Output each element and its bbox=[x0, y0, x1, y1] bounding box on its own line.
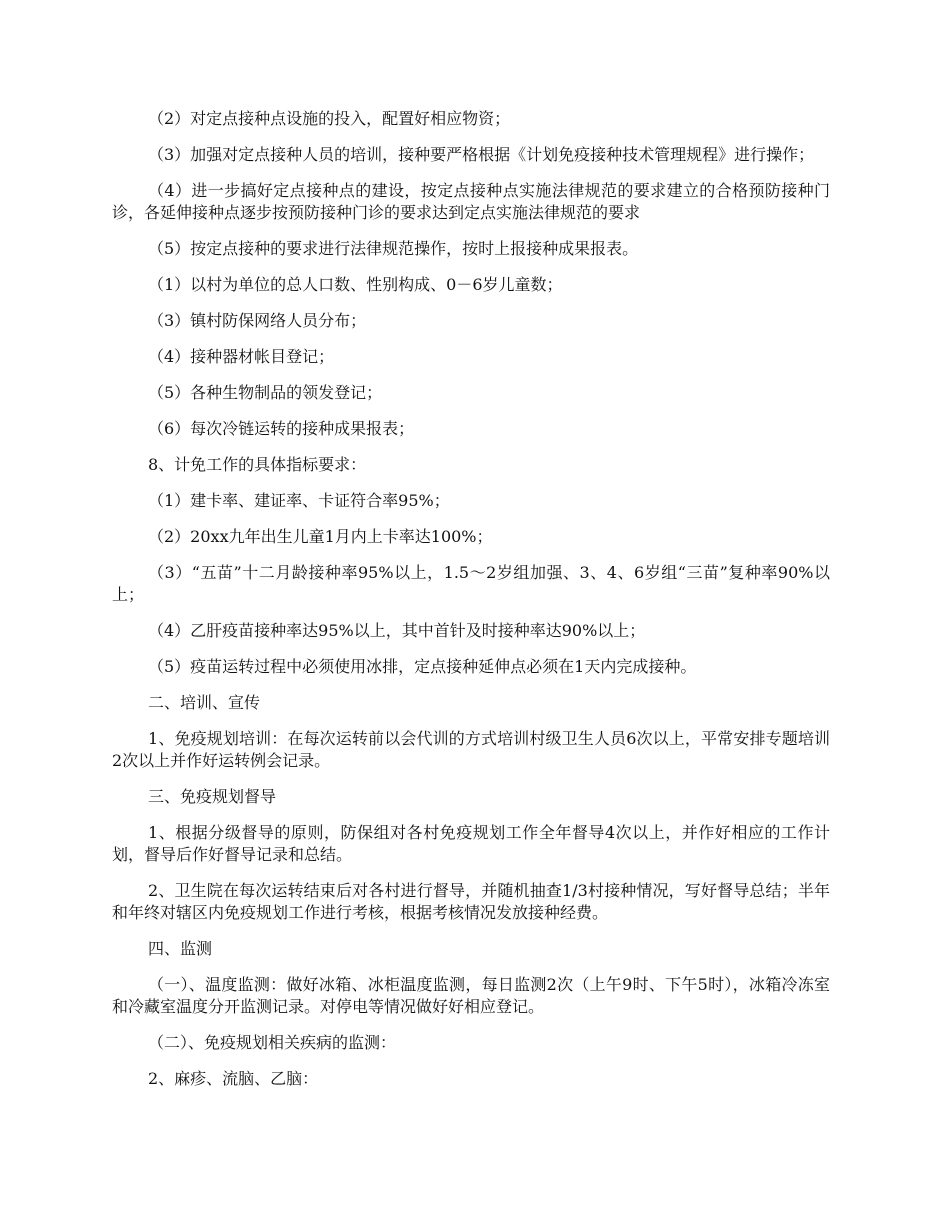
paragraph: 1、免疫规划培训：在每次运转前以会代训的方式培训村级卫生人员6次以上，平常安排专题培训2次以上并作好运转例会记录。 bbox=[112, 729, 830, 770]
document-body bbox=[112, 108, 830, 1104]
paragraph: （1）建卡率、建证率、卡证符合率95%； bbox=[148, 491, 450, 510]
section-heading: 8、计免工作的具体指标要求： bbox=[148, 455, 367, 474]
paragraph: 2、麻疹、流脑、乙脑： bbox=[148, 1069, 319, 1088]
paragraph: （3）“五苗”十二月龄接种率95%以上，1.5～2岁组加强、3、4、6岁组“三苗”复种率90%以上； bbox=[112, 563, 830, 604]
paragraph: 1、根据分级督导的原则，防保组对各村免疫规划工作全年督导4次以上，并作好相应的工作计划，督导后作好督导记录和总结。 bbox=[112, 823, 830, 864]
section-heading: 三、免疫规划督导 bbox=[148, 787, 277, 806]
paragraph: （5）疫苗运转过程中必须使用冰排，定点接种延伸点必须在1天内完成接种。 bbox=[148, 657, 697, 676]
section-heading: 四、监测 bbox=[148, 939, 213, 958]
paragraph: 2、卫生院在每次运转结束后对各村进行督导，并随机抽查1/3村接种情况，写好督导总结；半年和年终对辖区内免疫规划工作进行考核，根据考核情况发放接种经费。 bbox=[112, 881, 830, 922]
paragraph: （2）对定点接种点设施的投入，配置好相应物资； bbox=[148, 109, 511, 128]
paragraph: （6）每次冷链运转的接种成果报表； bbox=[148, 419, 415, 438]
paragraph: （4）乙肝疫苗接种率达95%以上，其中首针及时接种率达90%以上； bbox=[148, 621, 646, 640]
paragraph: （4）进一步搞好定点接种点的建设，按定点接种点实施法律规范的要求建立的合格预防接种门诊，各延伸接种点逐步按预防接种门诊的要求达到定点实施法律规范的要求 bbox=[112, 181, 830, 222]
paragraph: （一）、温度监测：做好冰箱、冰柜温度监测，每日监测2次（上午9时、下午5时），冰箱冷冻室和冷藏室温度分开监测记录。对停电等情况做好好相应登记。 bbox=[112, 975, 830, 1016]
paragraph: （5）各种生物制品的领发登记； bbox=[148, 383, 383, 402]
paragraph: （4）接种器材帐目登记； bbox=[148, 347, 335, 366]
paragraph: （2）20xx九年出生儿童1月内上卡率达100%； bbox=[148, 527, 493, 546]
paragraph: （3）加强对定点接种人员的培训，接种要严格根据《计划免疫接种技术管理规程》进行操作； bbox=[148, 145, 815, 164]
paragraph: （1）以村为单位的总人口数、性别构成、0－6岁儿童数； bbox=[148, 275, 563, 294]
paragraph: （3）镇村防保网络人员分布； bbox=[148, 311, 367, 330]
section-heading: 二、培训、宣传 bbox=[148, 693, 261, 712]
paragraph: （5）按定点接种的要求进行法律规范操作，按时上报接种成果报表。 bbox=[148, 239, 639, 258]
paragraph: （二）、免疫规划相关疾病的监测： bbox=[148, 1033, 397, 1052]
